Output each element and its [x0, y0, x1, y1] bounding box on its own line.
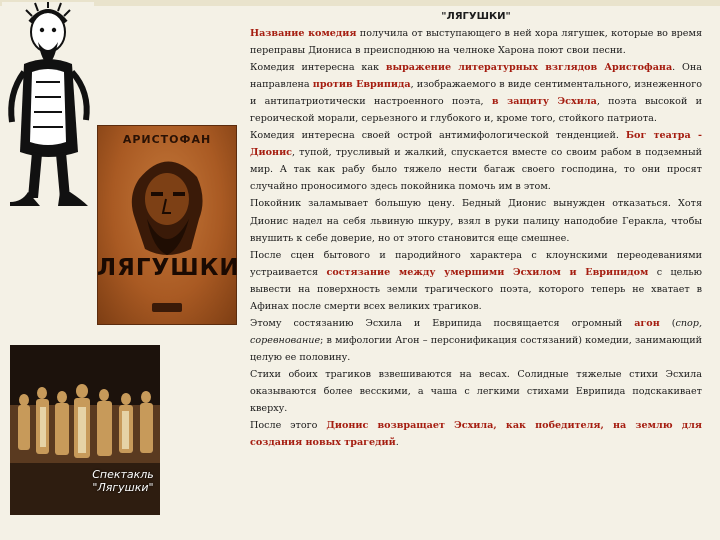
p6-text-2: (: [659, 317, 676, 329]
paragraph-6: [250, 315, 702, 366]
page-title: "ЛЯГУШКИ": [441, 11, 511, 22]
highlight-literary-views: выражение литературных взглядов Аристофана: [385, 62, 673, 74]
highlight-dionysus: Бог театра - Дионис: [250, 130, 702, 159]
p1-text: получила от выступающего в ней хора лягушек, которые во время переправы Диониса в преисподнюю на челноке Харона поют свои песни.: [250, 28, 702, 57]
paragraph-3: [250, 127, 702, 195]
p6-text-3: ; в мифологии Агон – персонификация состязаний) комедии, занимающий целую ее половину.: [250, 334, 702, 363]
p2-text-1: Комедия интересна как: [250, 62, 386, 74]
italic-dispute: спор, соревнование: [250, 317, 703, 346]
highlight-contest: состязание между умершими Эсхилом и Еврипидом: [326, 266, 649, 278]
comic-actor-illustration: [2, 2, 94, 207]
publisher-logo: [152, 303, 182, 312]
paragraph-5: [250, 247, 702, 315]
book-author: АРИСТОФАН: [122, 133, 212, 146]
highlight-defense-aeschylus: в защиту Эсхила: [491, 96, 597, 108]
p3-text-1: Комедия интересна своей острой антимифологической тенденцией.: [250, 130, 626, 142]
p5-text-2: с целью вывести на поверхность земли трагического поэта, которого теперь не хватает в Афинах после смерти всех великих трагиков.: [250, 266, 702, 312]
article-text: [250, 10, 702, 451]
p2-text-3: , изображаемого в виде сентиментального, изнеженного и антипатриотически настроенного поэта,: [250, 79, 703, 108]
highlight-title-origin: Название комедия: [250, 28, 357, 39]
p2-text-2: . Она направлена: [250, 62, 702, 91]
p8-text-1: После этого: [250, 420, 327, 432]
paragraph-2: [250, 59, 702, 127]
aristophanes-portrait: [119, 149, 215, 259]
p2-text-4: , поэта высокой и героической морали, серьезного и глубокого и, кроме того, стойкого патриота.: [250, 96, 702, 125]
p8-text-2: .: [395, 437, 399, 449]
highlight-return-aeschylus: Дионис возвращает Эсхила, как победителя, на землю для создания новых трагедий: [250, 420, 702, 449]
highlight-against-euripides: против Еврипида: [312, 79, 411, 91]
caption-line-1: Спектакль: [92, 468, 154, 481]
paragraph-1: [250, 25, 702, 59]
p5-text-1: После сцен бытового и пародийного характера с клоунскими переодеваниями устраивается: [250, 249, 702, 278]
book-title: ЛЯГУШКИ: [97, 255, 240, 281]
performance-photo: [10, 345, 160, 515]
paragraph-4: Покойник заламывает большую цену. Бедный Дионис вынужден отказаться. Хотя Дионис надел на себя львиную шкуру, взял в руки палицу наподобие Геракла, чтобы внушить к себе доверие, но от этого становится еще смешнее.: [250, 198, 702, 244]
photo-caption: [88, 468, 158, 494]
p3-text-2: , тупой, трусливый и жалкий, спускается вместе со своим рабом в подземный мир. А так как рабу было тяжело нести багаж своего господина, то они просят случайно проносимого здесь покойника помочь им в этом.: [250, 147, 702, 193]
paragraph-8: [250, 417, 702, 451]
highlight-agon: агон: [634, 317, 660, 329]
top-frame-band: [0, 0, 720, 6]
book-cover: [97, 125, 240, 325]
caption-line-2: "Лягушки": [92, 481, 154, 494]
paragraph-7: Стихи обоих трагиков взвешиваются на весах. Солидные тяжелые стихи Эсхила оказываются более весскими, а чаша с легкими стихами Еврипида подскакивает кверху.: [250, 368, 702, 415]
p6-text-1: Этому состязанию Эсхила и Еврипида посвящается огромный: [250, 317, 635, 329]
